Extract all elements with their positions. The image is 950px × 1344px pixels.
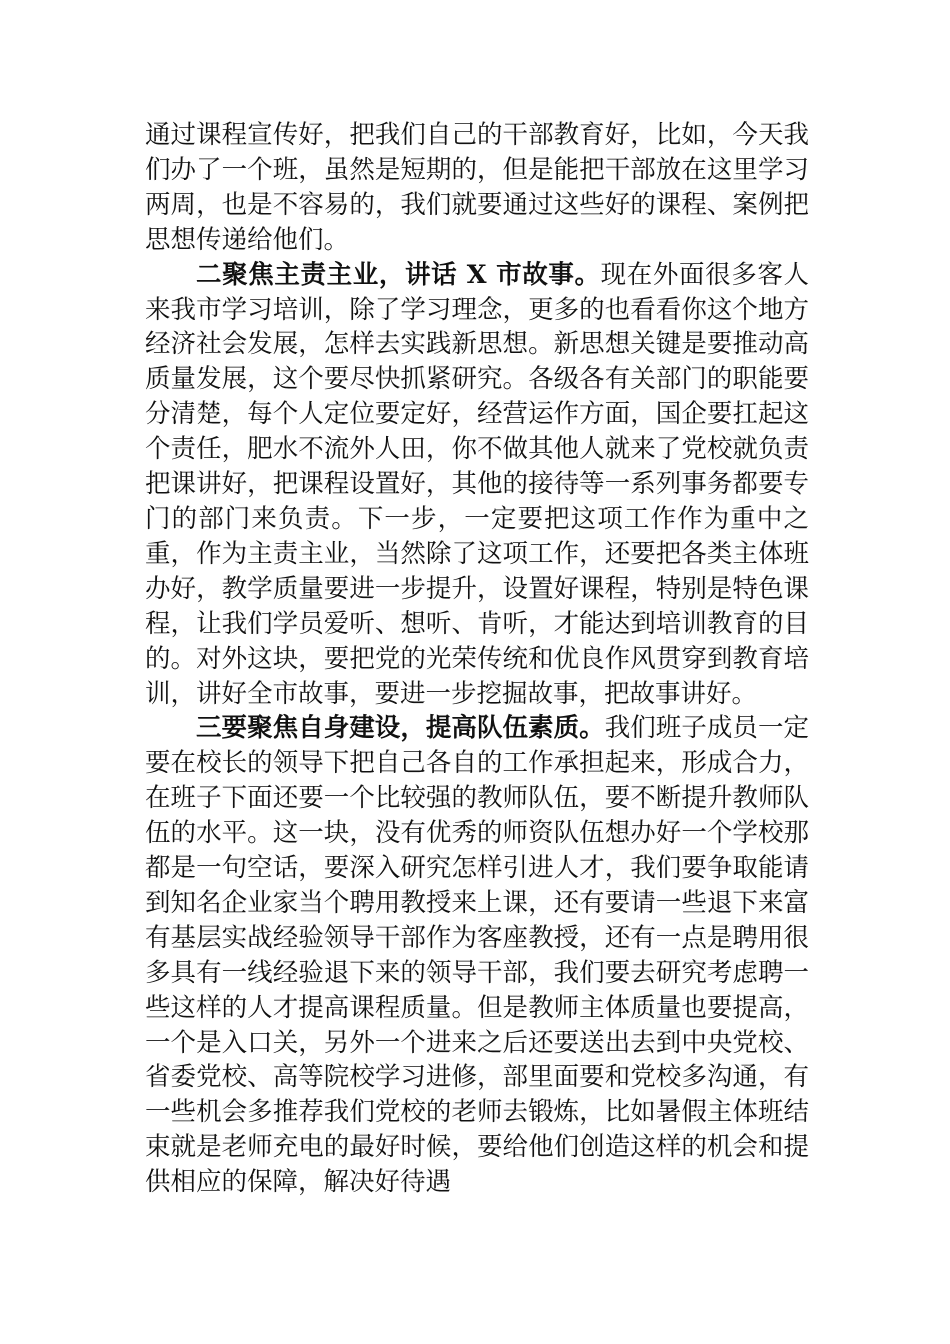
paragraph-section-two — [145, 258, 809, 712]
paragraph-heading: 三要聚焦自身建设，提高队伍素质。 — [196, 713, 605, 744]
document-body — [145, 118, 809, 1200]
paragraph-continuation — [145, 118, 809, 258]
paragraph-section-three — [145, 711, 809, 1200]
paragraph-text: 现在外面很多客人来我市学习培训，除了学习理念，更多的也看看你这个地方经济社会发展，怎样去实践新思想。新思想关键是要推动高质量发展，这个要尽快抓紧研究。各级各有关部门的职能要分清楚，每个人定位要定好，经营运作方面，国企要扛起这个责任，肥水不流外人田，你不做其他人就来了党校就负责把课讲好，把课程设置好，其他的接待等一系列事务都要专门的部门来负责。下一步，一定要把这项工作作为重中之重，作为主责主业，当然除了这项工作，还要把各类主体班办好，教学质量要进一步提升，设置好课程，特别是特色课程，让我们学员爱听、想听、肯听，才能达到培训教育的目的。对外这块，要把党的光荣传统和优良作风贯穿到教育培训，讲好全市故事，要进一步挖掘故事，把故事讲好。 — [145, 259, 809, 709]
paragraph-text: 通过课程宣传好，把我们自己的干部教育好，比如，今天我们办了一个班，虽然是短期的，但是能把干部放在这里学习两周，也是不容易的，我们就要通过这些好的课程、案例把思想传递给他们。 — [145, 120, 809, 255]
paragraph-text: 我们班子成员一定要在校长的领导下把自己各自的工作承担起来，形成合力，在班子下面还要一个比较强的教师队伍，要不断提升教师队伍的水平。这一块，没有优秀的师资队伍想办好一个学校那都是一句空话，要深入研究怎样引进人才，我们要争取能请到知名企业家当个聘用教授来上课，还有要请一些退下来富有基层实战经验领导干部作为客座教授，还有一点是聘用很多具有一线经验退下来的领导干部，我们要去研究考虑聘一些这样的人才提高课程质量。但是教师主体质量也要提高，一个是入口关，另外一个进来之后还要送出去到中央党校、省委党校、高等院校学习进修，部里面要和党校多沟通，有一些机会多推荐我们党校的老师去锻炼，比如暑假主体班结束就是老师充电的最好时候，要给他们创造这样的机会和提供相应的保障，解决好待遇 — [145, 713, 809, 1198]
paragraph-heading: 二聚焦主责主业，讲话 X 市故事。 — [196, 259, 601, 290]
